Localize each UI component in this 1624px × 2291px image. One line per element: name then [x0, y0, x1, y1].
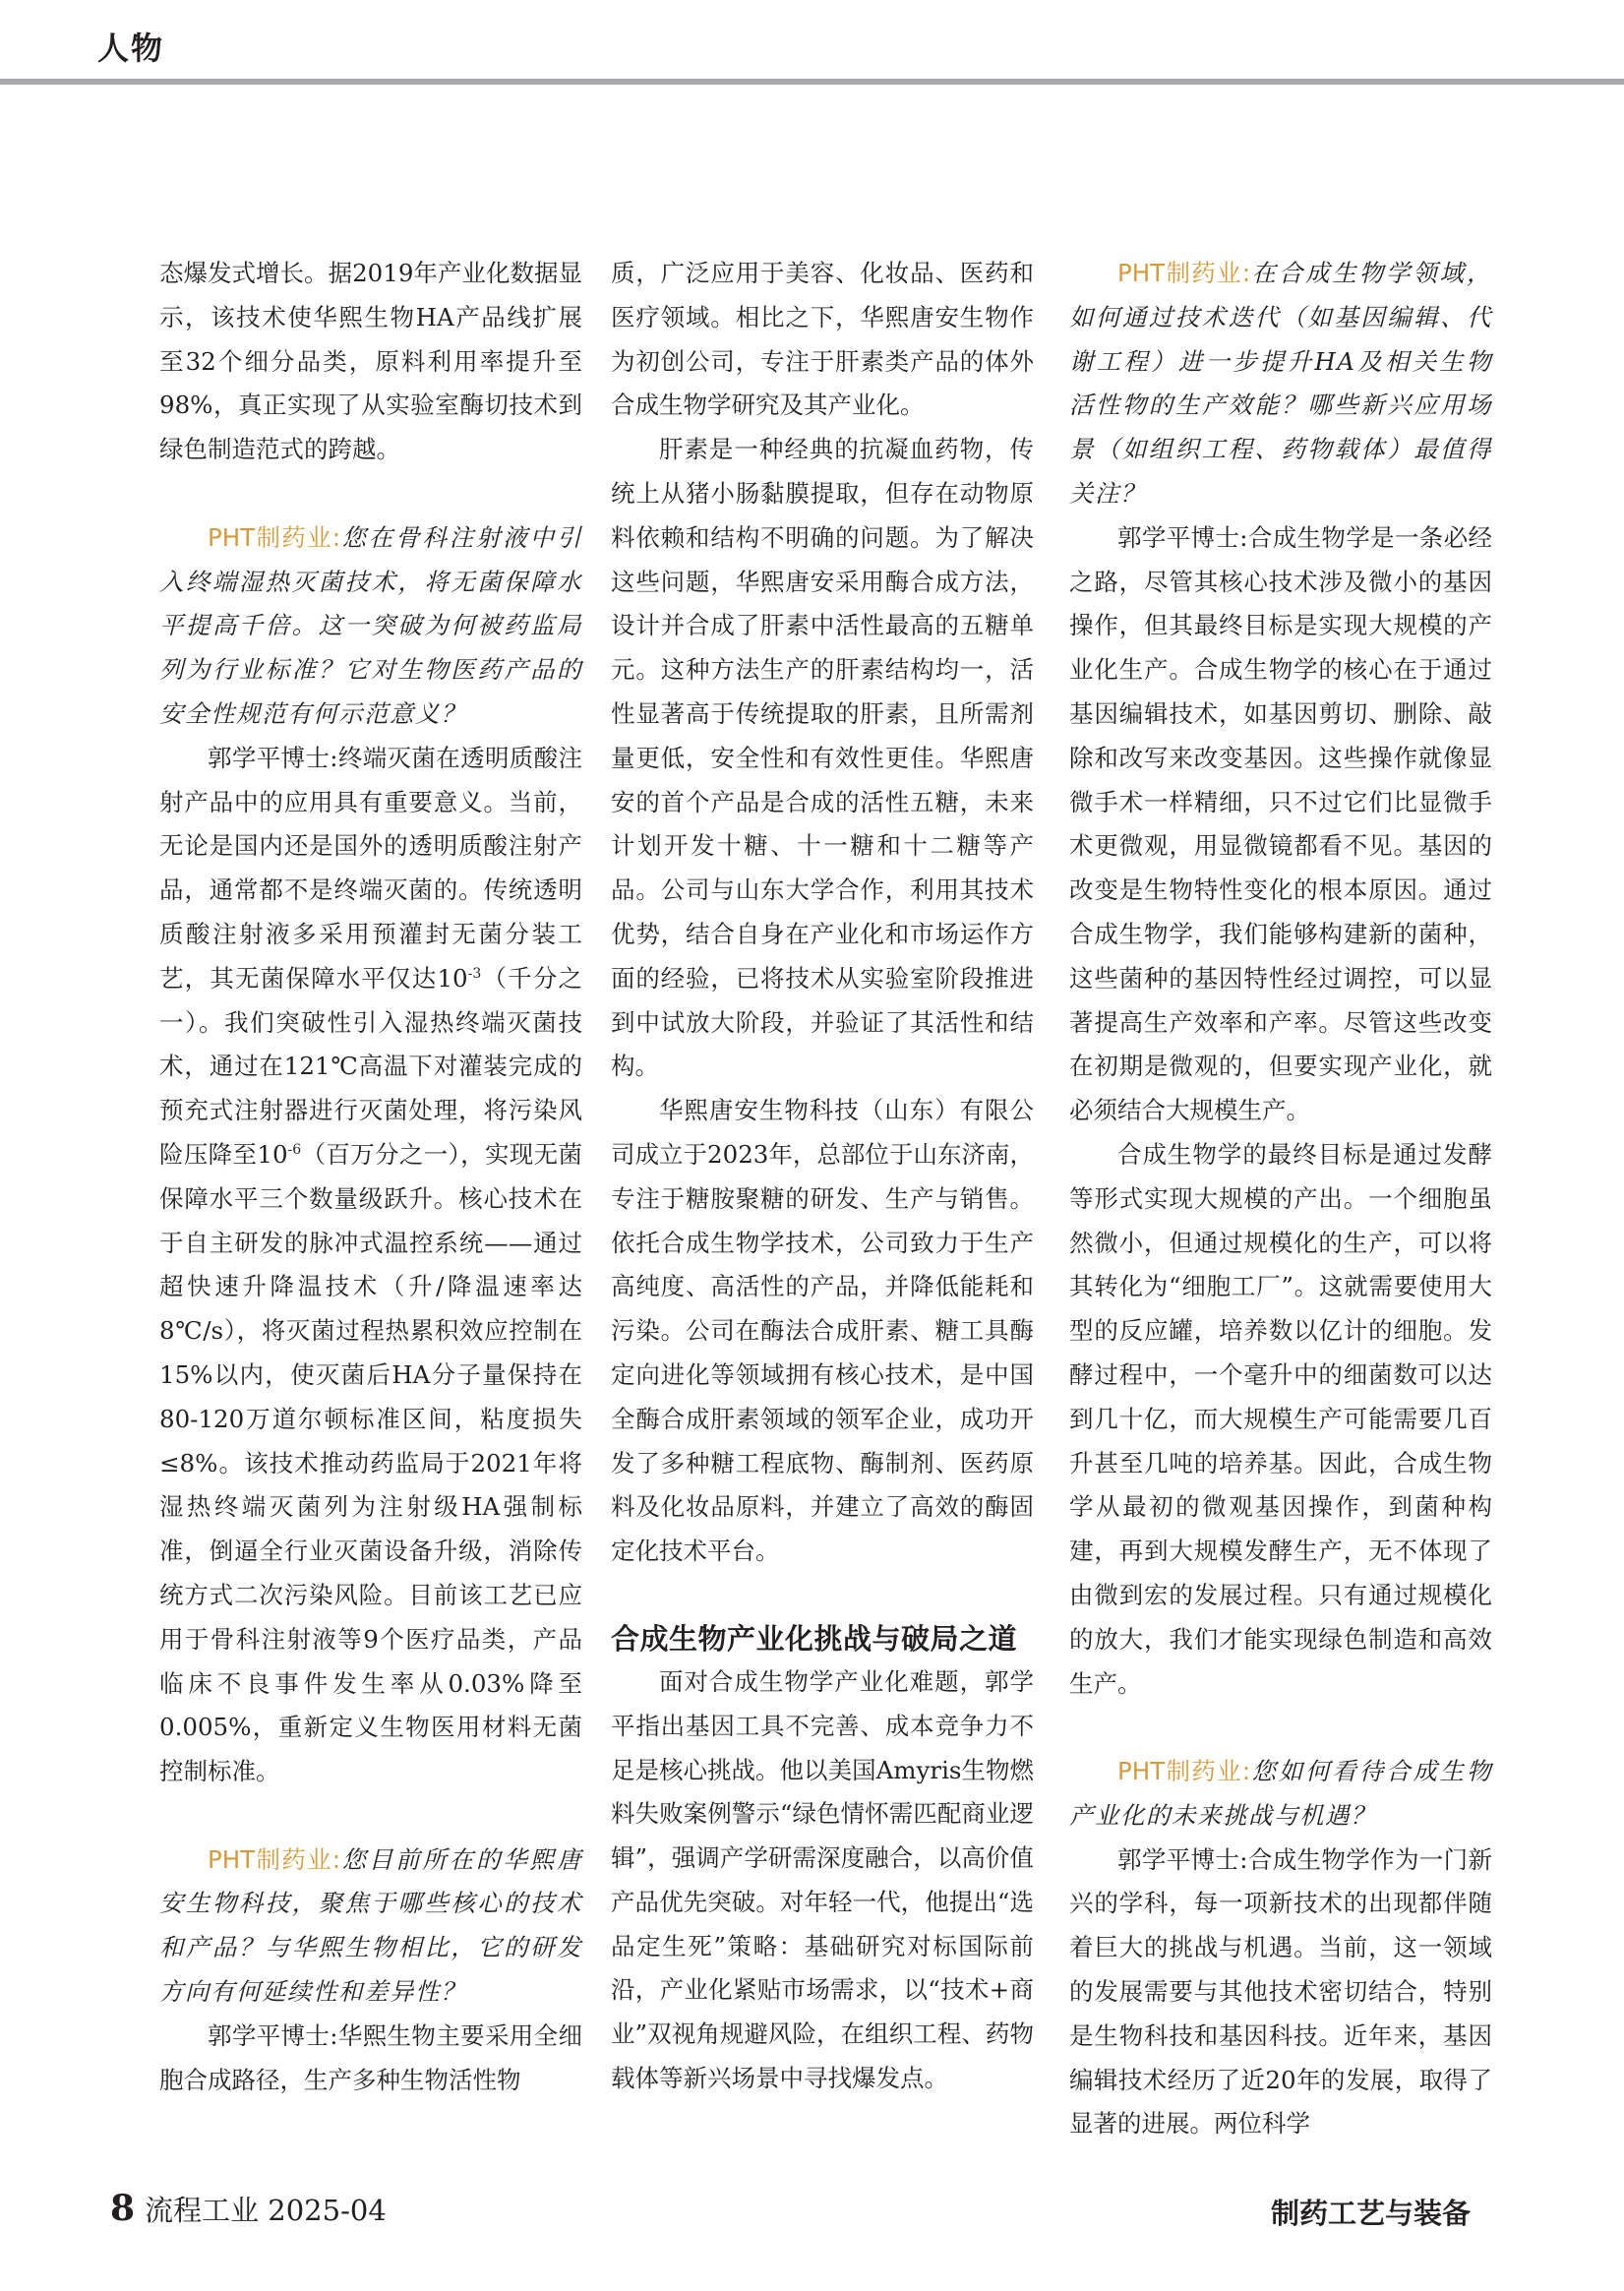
text-column-1 — [159, 252, 582, 2102]
page-number: 8 — [110, 2188, 136, 2229]
interviewer-label: PHT制药业 — [208, 1844, 332, 1874]
section-heading: 合成生物产业化挑战与破局之道 — [611, 1621, 1018, 1656]
interview-answer: 郭学平博士:合成生物学作为一门新兴的学科，每一项新技术的出现都伴随着巨大的挑战与机遇。当前，这一领域的发展需要与其他技术密切结合，特别是生物科技和基因科技。近年来，基因编辑技术经历了近20年的发展，取得了显著的进展。两位科学 — [1069, 1844, 1493, 2139]
interview-question: PHT制药业:在合成生物学领域，如何通过技术迭代（如基因编辑、代谢工程）进一步提升HA及相关生物活性物的生产效能？哪些新兴应用场景（如组织工程、药物载体）最值得关注？ — [1069, 259, 1492, 508]
interview-question: PHT制药业:您在骨科注射液中引入终端湿热灭菌技术，将无菌保障水平提高千倍。这一突破为何被药监局列为行业标准？它对生物医药产品的安全性规范有何示范意义？ — [159, 522, 582, 728]
header-rule — [0, 79, 1624, 85]
text-column-2 — [611, 252, 1034, 2101]
interview-question: PHT制药业:您如何看待合成生物产业化的未来挑战与机遇？ — [1069, 1757, 1492, 1830]
question-text: 您在骨科注射液中引入终端湿热灭菌技术，将无菌保障水平提高千倍。这一突破为何被药监局列为行业标准？它对生物医药产品的安全性规范有何示范意义？ — [159, 522, 582, 728]
paragraph: 面对合成生物学产业化难题，郭学平指出基因工具不完善、成本竞争力不足是核心挑战。他以美国Amyris生物燃料失败案例警示“绿色情怀需匹配商业逻辑”，强调产学研需深度融合，以高价值产品优先突破。对年轻一代，他提出“选品定生死”策略：基础研究对标国际前沿，产业化紧贴市场需求，以“技术+商业”双视角规避风险，在组织工程、药物载体等新兴场景中寻找爆发点。 — [611, 1666, 1034, 2093]
paragraph: 华熙唐安生物科技（山东）有限公司成立于2023年，总部位于山东济南，专注于糖胺聚糖的研发、生产与销售。依托合成生物学技术，公司致力于生产高纯度、高活性的产品，并降低能耗和污染。公司在酶法合成肝素、糖工具酶定向进化等领域拥有核心技术，是中国全酶合成肝素领域的领军企业，成功开发了多种糖工程底物、酶制剂、医药原料及化妆品原料，并建立了高效的酶固定化技术平台。 — [611, 1096, 1034, 1566]
interviewer-label: PHT制药业 — [1117, 259, 1242, 287]
magazine-issue: 流程工业 2025-04 — [145, 2194, 387, 2227]
question-text: 您目前所在的华熙唐安生物科技，聚焦于哪些核心的技术和产品？与华熙生物相比，它的研发方向有何延续性和差异性？ — [159, 1844, 582, 2007]
paragraph: 肝素是一种经典的抗凝血药物，传统上从猪小肠黏膜提取，但存在动物原料依赖和结构不明确的问题。为了解决这些问题，华熙唐安采用酶合成方法，设计并合成了肝素中活性最高的五糖单元。这种方法生产的肝素结构均一，活性显著高于传统提取的肝素，且所需剂量更低，安全性和有效性更佳。华熙唐安的首个产品是合成的活性五糖，未来计划开发十糖、十一糖和十二糖等产品。公司与山东大学合作，利用其技术优势，结合自身在产业化和市场运作方面的经验，已将技术从实验室阶段推进到中试放大阶段，并验证了其活性和结构。 — [611, 435, 1034, 1081]
interviewer-label: PHT制药业 — [208, 522, 332, 552]
interviewee-label: 郭学平博士 — [208, 743, 331, 772]
interviewee-label: 郭学平博士 — [208, 2020, 331, 2050]
section-label: 人物 — [97, 30, 165, 67]
page-header — [0, 0, 1624, 85]
question-text: 您如何看待合成生物产业化的未来挑战与机遇？ — [1069, 1757, 1492, 1830]
interviewee-label: 郭学平博士 — [1117, 522, 1240, 552]
interview-answer: 郭学平博士:华熙生物主要采用全细胞合成路径，生产多种生物活性物 — [159, 2020, 583, 2094]
paragraph: 合成生物学的最终目标是通过发酵等形式实现大规模的产出。一个细胞虽然微小，但通过规模化的生产，可以将其转化为“细胞工厂”。这就需要使用大型的反应罐，培养数以亿计的细胞。发酵过程中，一个毫升中的细菌数可以达到几十亿，而大规模生产可能需要几百升甚至几吨的培养基。因此，合成生物学从最初的微观基因操作，到菌种构建，再到大规模发酵生产，无不体现了由微到宏的发展过程。只有通过规模化的放大，我们才能实现绿色制造和高效生产。 — [1069, 1139, 1492, 1698]
interview-answer: 郭学平博士:终端灭菌在透明质酸注射产品中的应用具有重要意义。当前，无论是国内还是国外的透明质酸注射产品，通常都不是终端灭菌的。传统透明质酸注射液多采用预灌封无菌分装工艺，其无菌保障水平仅达$10^{-3}$（千分之一）。我们突破性引入湿热终端灭菌技术，通过在121℃高温下对灌装完成的预充式注射器进行灭菌处理，将污染风险压降至$10^{-6}$（百万分之一），实现无菌保障水平三个数量级跃升。核心技术在于自主研发的脉冲式温控系统——通过超快速升降温技术（升/降温速率达8℃/s），将灭菌过程热累积效应控制在15%以内，使灭菌后HA分子量保持在80-120万道尔顿标准区间，粘度损失≤8%。该技术推动药监局于2021年将湿热终端灭菌列为注射级HA强制标准，倒逼全行业灭菌设备升级，消除传统方式二次污染风险。目前该工艺已应用于骨科注射液等9个医疗品类，产品临床不良事件发生率从0.03%降至0.005%，重新定义生物医用材料无菌控制标准。 — [159, 743, 583, 1786]
paragraph: 质，广泛应用于美容、化妆品、医药和医疗领域。相比之下，华熙唐安生物作为初创公司，专注于肝素类产品的体外合成生物学研究及其产业化。 — [611, 259, 1034, 420]
text-column-3 — [1069, 252, 1492, 2146]
question-text: 在合成生物学领域，如何通过技术迭代（如基因编辑、代谢工程）进一步提升HA及相关生物活性物的生产效能？哪些新兴应用场景（如组织工程、药物载体）最值得关注？ — [1069, 259, 1492, 508]
page-footer-left — [110, 2188, 387, 2229]
column-name: 制药工艺与装备 — [1271, 2197, 1472, 2230]
interview-answer: 郭学平博士:合成生物学是一条必经之路，尽管其核心技术涉及微小的基因操作，但其最终目标是实现大规模的产业化生产。合成生物学的核心在于通过基因编辑技术，如基因剪切、删除、敲除和改写来改变基因。这些操作就像显微手术一样精细，只不过它们比显微手术更微观，用显微镜都看不见。基因的改变是生物特性变化的根本原因。通过合成生物学，我们能够构建新的菌种，这些菌种的基因特性经过调控，可以显著提高生产效率和产率。尽管这些改变在初期是微观的，但要实现产业化，就必须结合大规模生产。 — [1069, 522, 1493, 1125]
paragraph: 态爆发式增长。据2019年产业化数据显示，该技术使华熙生物HA产品线扩展至32个细分品类，原料利用率提升至98%，真正实现了从实验室酶切技术到绿色制造范式的跨越。 — [159, 259, 582, 464]
interviewer-label: PHT制药业 — [1117, 1757, 1242, 1786]
interviewee-label: 郭学平博士 — [1117, 1844, 1240, 1874]
interview-question: PHT制药业:您目前所在的华熙唐安生物科技，聚焦于哪些核心的技术和产品？与华熙生物相比，它的研发方向有何延续性和差异性？ — [159, 1844, 582, 2007]
